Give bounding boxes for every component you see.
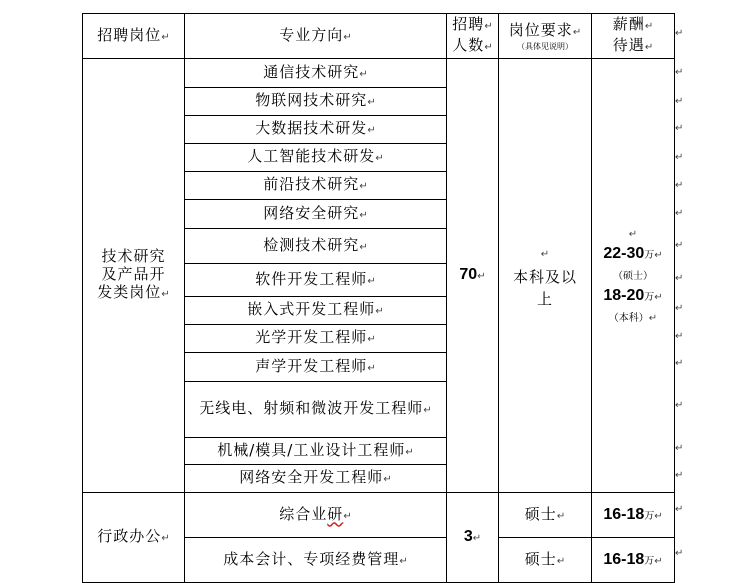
requirement-admin: 硕士↵ xyxy=(499,493,592,538)
row-end-mark: ↵ xyxy=(675,331,684,342)
recruitment-table xyxy=(82,13,675,583)
row-end-mark: ↵ xyxy=(675,548,684,559)
row-end-mark: ↵ xyxy=(675,28,684,39)
major-cell: 人工智能技术研发↵ xyxy=(185,144,447,172)
count-tech: 70↵ xyxy=(447,59,499,493)
major-cell: 物联网技术研究↵ xyxy=(185,88,447,116)
row-end-mark: ↵ xyxy=(675,180,684,191)
major-cell: 软件开发工程师↵ xyxy=(185,264,447,297)
major-cell: 网络安全开发工程师↵ xyxy=(185,465,447,493)
major-cell: 大数据技术研发↵ xyxy=(185,116,447,144)
salary-admin: 16-18万↵ xyxy=(592,538,675,583)
major-cell: 声学开发工程师↵ xyxy=(185,353,447,382)
requirement-tech: ↵ 本科及以上 xyxy=(499,59,592,493)
header-row xyxy=(83,14,675,59)
table-row xyxy=(83,493,675,538)
salary-admin: 16-18万↵ xyxy=(592,493,675,538)
major-cell: 前沿技术研究↵ xyxy=(185,172,447,200)
table-row xyxy=(83,59,675,88)
row-end-mark: ↵ xyxy=(675,152,684,163)
header-requirement: 岗位要求↵ （具体见说明） xyxy=(499,14,592,59)
major-cell: 嵌入式开发工程师↵ xyxy=(185,297,447,325)
row-end-mark: ↵ xyxy=(675,240,684,251)
salary-tech: ↵ 22-30万↵ （硕士） 18-20万↵ （本科）↵ xyxy=(592,59,675,493)
row-end-mark: ↵ xyxy=(675,400,684,411)
header-major: 专业方向↵ xyxy=(185,14,447,59)
major-cell: 成本会计、专项经费管理↵ xyxy=(185,538,447,583)
header-pay: 薪酬↵ 待遇↵ xyxy=(592,14,675,59)
major-cell: 机械/模具/工业设计工程师↵ xyxy=(185,438,447,465)
category-admin: 行政办公↵ xyxy=(83,493,185,583)
major-cell: 综合业研↵ xyxy=(185,493,447,538)
row-end-mark: ↵ xyxy=(675,303,684,314)
row-end-mark: ↵ xyxy=(675,208,684,219)
requirement-admin: 硕士↵ xyxy=(499,538,592,583)
row-end-mark: ↵ xyxy=(675,504,684,515)
major-cell: 通信技术研究↵ xyxy=(185,59,447,88)
row-end-mark: ↵ xyxy=(675,67,684,78)
row-end-mark: ↵ xyxy=(675,470,684,481)
row-end-mark: ↵ xyxy=(675,273,684,284)
row-end-mark: ↵ xyxy=(675,96,684,107)
header-position: 招聘岗位↵ xyxy=(83,14,185,59)
row-end-mark: ↵ xyxy=(675,443,684,454)
header-count: 招聘↵ 人数↵ xyxy=(447,14,499,59)
row-end-mark: ↵ xyxy=(675,123,684,134)
category-tech: 技术研究 及产品开 发类岗位↵ xyxy=(83,59,185,493)
major-cell: 无线电、射频和微波开发工程师↵ xyxy=(185,382,447,438)
major-cell: 光学开发工程师↵ xyxy=(185,325,447,353)
row-end-mark: ↵ xyxy=(675,358,684,369)
major-cell: 检测技术研究↵ xyxy=(185,229,447,264)
major-cell: 网络安全研究↵ xyxy=(185,200,447,229)
count-admin: 3↵ xyxy=(447,493,499,583)
